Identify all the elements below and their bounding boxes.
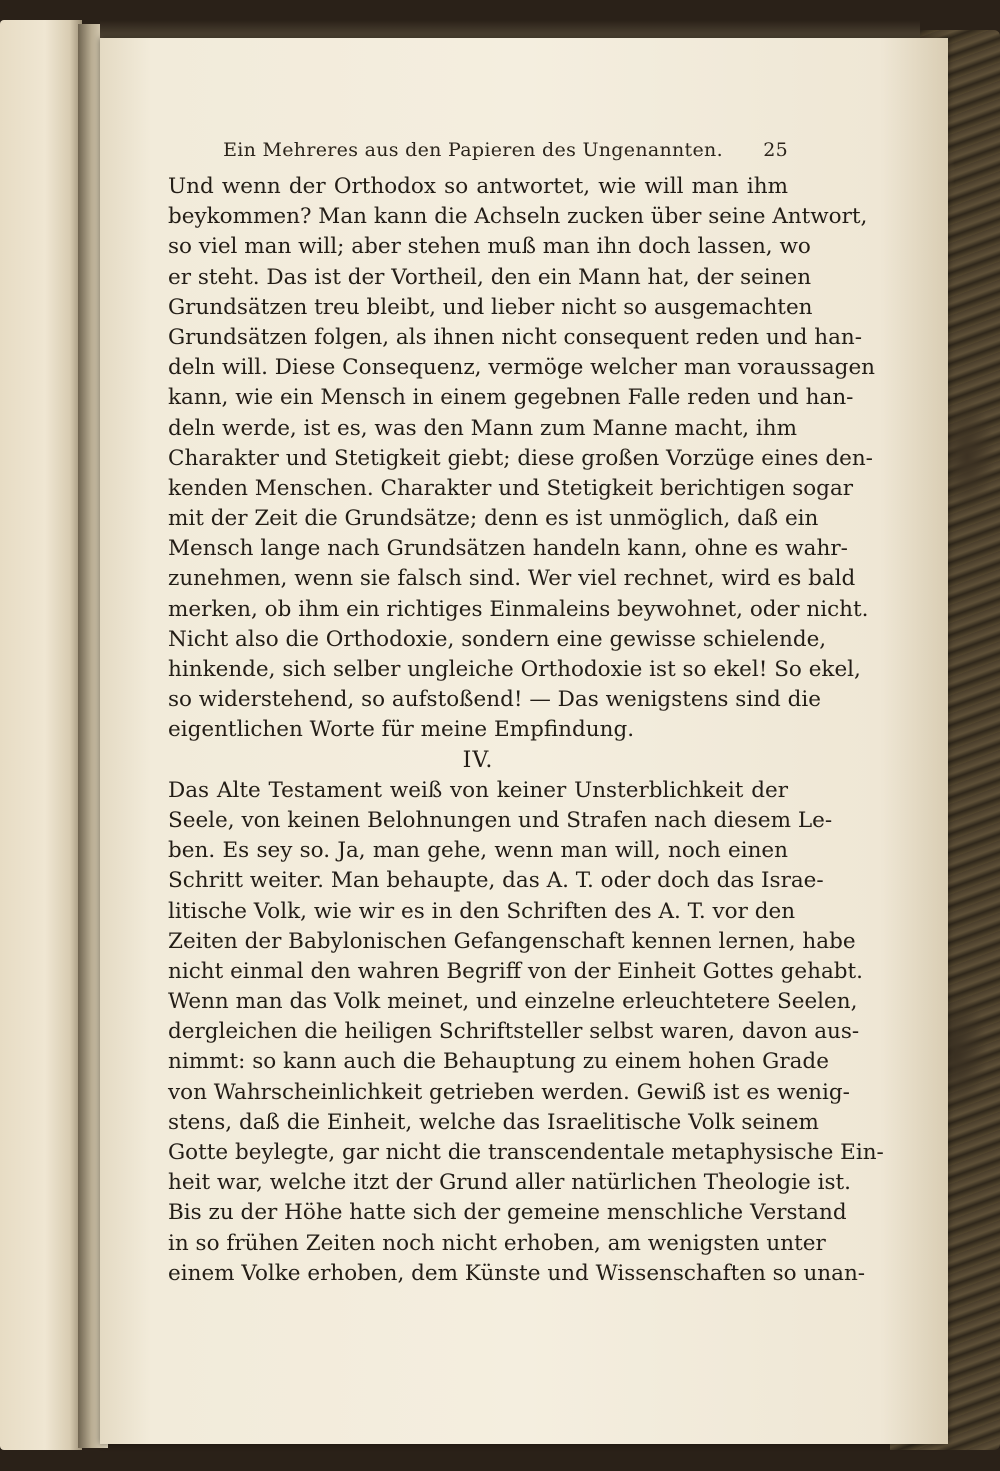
text-line: Seele, von keinen Belohnungen und Strafen nach diesem Le- [168, 807, 833, 833]
text-line: heit war, welche itzt der Grund aller natürlichen Theologie ist. [168, 1170, 851, 1196]
text-line: kenden Menschen. Charakter und Stetigkeit berichtigen sogar [168, 475, 854, 501]
text-line: beykommen? Man kann die Achseln zucken über seine Antwort, [168, 204, 868, 230]
text-line: Und wenn der Orthodox so antwortet, wie will man ihm [168, 174, 788, 199]
paragraph-2 [168, 776, 884, 1289]
text-line: Wenn man das Volk meinet, und einzelne erleuchtetere Seelen, [168, 989, 858, 1015]
text-line: litische Volk, wie wir es in den Schriften des A. T. vor den [168, 898, 796, 924]
text-line: mit der Zeit die Grundsätze; denn es ist unmöglich, daß ein [168, 506, 819, 532]
text-line: Nicht also die Orthodoxie, sondern eine gewisse schielende, [168, 626, 827, 652]
running-head-title: Ein Mehreres aus den Papieren des Ungenannten. [223, 139, 723, 161]
text-line: von Wahrscheinlichkeit getrieben werden. Gewiß ist es wenig- [168, 1079, 850, 1105]
text-line: deln will. Diese Consequenz, vermöge welcher man voraussagen [168, 355, 876, 381]
text-line: ben. Es sey so. Ja, man gehe, wenn man will, noch einen [168, 838, 788, 864]
text-line: stens, daß die Einheit, welche das Israelitische Volk seinem [168, 1109, 819, 1135]
text-line: nimmt: so kann auch die Behauptung zu einem hohen Grade [168, 1049, 829, 1075]
text-line: so viel man will; aber stehen muß man ihn doch lassen, wo [168, 234, 811, 260]
text-line: Zeiten der Babylonischen Gefangenschaft kennen lernen, habe [168, 928, 856, 954]
text-line: Bis zu der Höhe hatte sich der gemeine menschliche Verstand [168, 1200, 847, 1226]
text-line: dergleichen die heiligen Schriftsteller selbst waren, davon aus- [168, 1019, 860, 1045]
text-line: in so frühen Zeiten noch nicht erhoben, am wenigsten unter [168, 1230, 826, 1256]
text-line: Das Alte Testament weiß von keiner Unsterblichkeit der [168, 777, 788, 803]
text-line: Charakter und Stetigkeit giebt; diese großen Vorzüge eines den- [168, 445, 873, 471]
text-line: zunehmen, wenn sie falsch sind. Wer viel rechnet, wird es bald [168, 566, 856, 592]
section-numeral: IV. [462, 747, 494, 773]
text-line: er steht. Das ist der Vortheil, den ein Mann hat, der seinen [168, 264, 812, 290]
text-line: Schritt weiter. Man behaupte, das A. T. oder doch das Israe- [168, 868, 824, 894]
text-line: eigentlichen Worte für meine Empfindung. [168, 717, 635, 743]
running-head [168, 128, 788, 172]
paragraph-1 [168, 172, 876, 746]
text-line: Grundsätzen folgen, als ihnen nicht consequent reden und han- [168, 324, 863, 350]
text-line: Grundsätzen treu bleibt, und lieber nicht so ausgemachten [168, 294, 813, 320]
text-line: einem Volke erhoben, dem Künste und Wissenschaften so unan- [168, 1260, 866, 1286]
text-line: hinkende, sich selber ungleiche Orthodoxie ist so ekel! So ekel, [168, 657, 861, 682]
text-line: merken, ob ihm ein richtiges Einmaleins beywohnet, oder nicht. [168, 596, 869, 622]
text-line: Gotte beylegte, gar nicht die transcendentale metaphysische Ein- [168, 1140, 884, 1165]
text-line: so widerstehend, so aufstoßend! — Das wenigstens sind die [168, 687, 822, 713]
text-line: kann, wie ein Mensch in einem gegebnen Falle reden und han- [168, 385, 854, 411]
text-line: Mensch lange nach Grundsätzen handeln kann, ohne es wahr- [168, 536, 848, 562]
left-page-edge [0, 20, 82, 1450]
text-line: nicht einmal den wahren Begriff von der Einheit Gottes gehabt. [168, 958, 864, 984]
page-number: 25 [763, 139, 788, 161]
page-text [168, 128, 884, 1289]
text-line: deln werde, ist es, was den Mann zum Manne macht, ihm [168, 415, 798, 441]
